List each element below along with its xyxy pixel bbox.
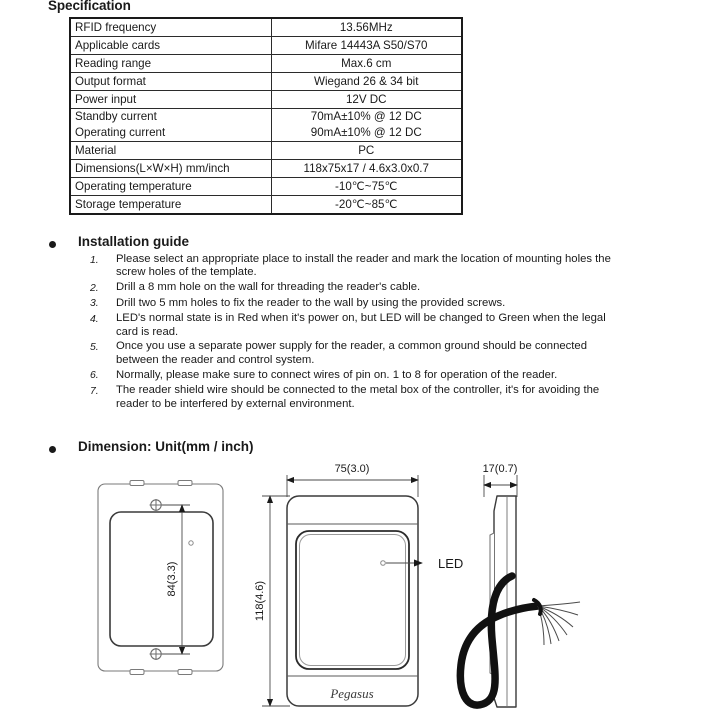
step-text <box>116 281 710 295</box>
step-text <box>116 384 710 411</box>
step-number: 3. <box>90 298 99 310</box>
list-item <box>90 297 710 311</box>
dimension-heading: Dimension: Unit(mm / inch) <box>78 439 254 454</box>
spec-value: PC <box>271 142 462 160</box>
spec-key: Reading range <box>70 55 271 73</box>
step-text <box>116 253 710 280</box>
spec-key: Power input <box>70 91 271 109</box>
table-row <box>70 18 462 37</box>
dimension-label-front-height: 118(4.6) <box>254 580 266 622</box>
step-number: 1. <box>90 254 99 266</box>
bullet-icon <box>49 241 56 248</box>
table-row <box>70 178 462 196</box>
drawing-back-plate <box>98 481 223 675</box>
specification-table <box>69 17 463 215</box>
step-text-continuation: screw holes of the template. <box>116 266 257 279</box>
table-row-current <box>70 109 462 142</box>
list-item <box>90 384 710 411</box>
spec-key: Material <box>70 142 271 160</box>
step-text <box>116 297 710 311</box>
spec-key: RFID frequency <box>70 18 271 37</box>
operating-current-label: Operating current <box>75 126 166 139</box>
dimension-line-75 <box>287 475 418 497</box>
step-text-continuation: between the reader and control system. <box>116 353 315 366</box>
installation-steps-list <box>90 253 710 412</box>
step-text-line: Normally, please make sure to connect wires of pin on. 1 to 8 for operation of the reader. <box>116 368 558 381</box>
step-text-line: Please select an appropriate place to install the reader and mark the location of mounting holes the <box>116 253 611 265</box>
spec-key: Output format <box>70 73 271 91</box>
operating-current-value: 90mA±10% @ 12 DC <box>310 126 422 139</box>
step-number: 5. <box>90 341 99 353</box>
spec-value: 118x75x17 / 4.6x3.0x0.7 <box>271 160 462 178</box>
led-callout-label: LED <box>438 556 464 571</box>
step-number: 6. <box>90 370 99 382</box>
installation-guide-heading: Installation guide <box>78 234 190 249</box>
bullet-icon <box>49 446 56 453</box>
standby-current-value: 70mA±10% @ 12 DC <box>310 110 422 123</box>
list-item <box>90 340 710 367</box>
step-text <box>116 369 710 383</box>
spec-value: -10℃~75℃ <box>271 178 462 196</box>
step-text <box>116 312 710 339</box>
step-text-line: Drill a 8 mm hole on the wall for threading the reader's cable. <box>116 281 421 294</box>
table-row <box>70 37 462 55</box>
standby-current-label: Standby current <box>75 110 157 123</box>
cable-wire-strands <box>538 602 580 645</box>
spec-value: 13.56MHz <box>271 18 462 37</box>
list-item <box>90 369 710 383</box>
drawing-front-view <box>254 463 463 706</box>
spec-key-current <box>70 109 271 142</box>
step-text-line: Drill two 5 mm holes to fix the reader to the wall by using the provided screws. <box>116 296 506 309</box>
table-row <box>70 196 462 215</box>
table-row <box>70 55 462 73</box>
step-text-line: Once you use a separate power supply for the reader, a common ground should be connected <box>116 340 587 353</box>
step-text-line: LED's normal state is in Red when it's power on, but LED will be changed to Green when the legal <box>116 312 606 325</box>
list-item <box>90 253 710 280</box>
specification-heading: Specification <box>48 0 131 13</box>
spec-value: Mifare 14443A S50/S70 <box>271 37 462 55</box>
drawing-side-view <box>460 463 580 707</box>
spec-value: Wiegand 26 & 34 bit <box>271 73 462 91</box>
step-text-continuation: card is read. <box>116 325 179 338</box>
list-item <box>90 281 710 295</box>
brand-logo-text: Pegasus <box>330 686 374 701</box>
table-row <box>70 91 462 109</box>
list-item <box>90 312 710 339</box>
table-row <box>70 73 462 91</box>
spec-key: Dimensions(L×W×H) mm/inch <box>70 160 271 178</box>
spec-value: 12V DC <box>271 91 462 109</box>
dimension-label-side-depth: 17(0.7) <box>482 463 518 475</box>
table-row <box>70 142 462 160</box>
dimension-drawings <box>0 455 725 725</box>
step-text-line: The reader shield wire should be connected to the metal box of the controller, it's for avoiding the <box>116 384 600 397</box>
spec-key: Applicable cards <box>70 37 271 55</box>
spec-key: Operating temperature <box>70 178 271 196</box>
spec-value-current <box>271 109 462 142</box>
step-number: 2. <box>90 282 99 294</box>
step-text-continuation: reader to be interfered by external environment. <box>116 397 355 410</box>
spec-key: Storage temperature <box>70 196 271 215</box>
step-number: 4. <box>90 313 99 325</box>
step-number: 7. <box>90 385 99 397</box>
dimension-label-back-height: 84(3.3) <box>166 561 178 597</box>
dimension-line-17 <box>484 475 517 497</box>
dimension-label-front-width: 75(3.0) <box>334 463 370 475</box>
spec-value: -20℃~85℃ <box>271 196 462 215</box>
table-row <box>70 160 462 178</box>
step-text <box>116 340 710 367</box>
dimension-line-118 <box>262 496 290 706</box>
spec-value: Max.6 cm <box>271 55 462 73</box>
